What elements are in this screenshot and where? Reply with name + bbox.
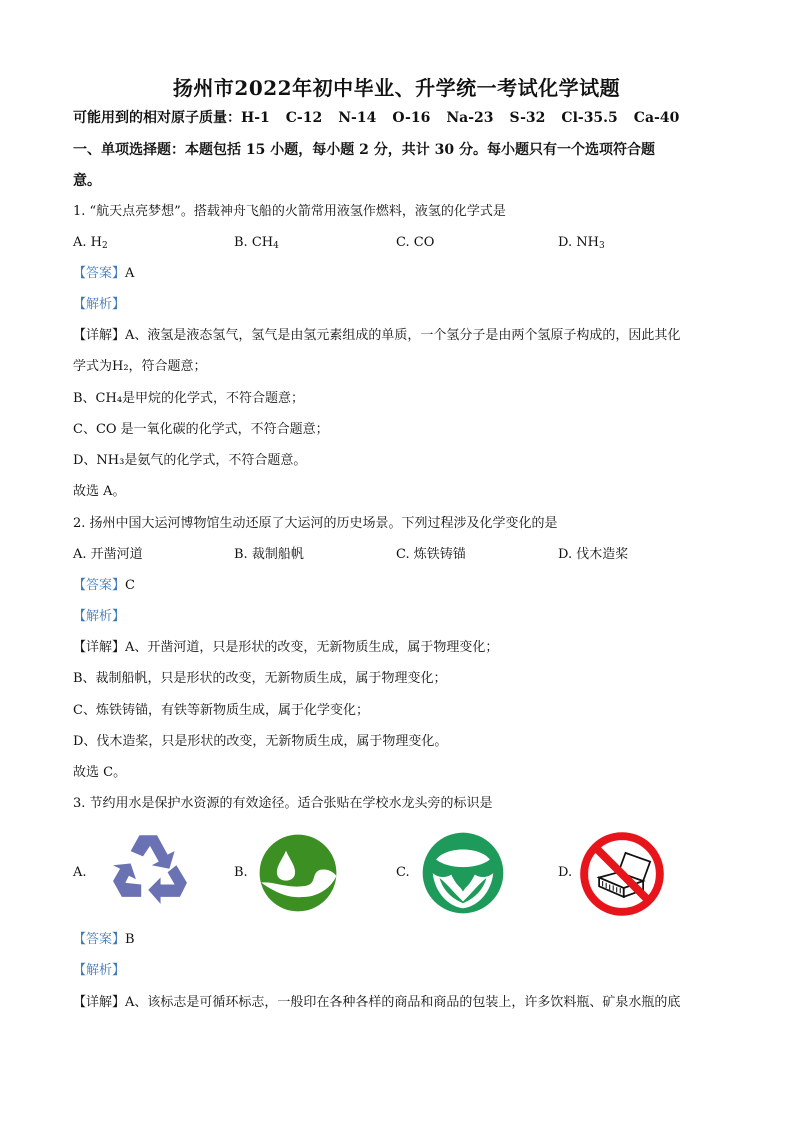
option-letter: D. [558, 547, 577, 562]
q2-answer [73, 577, 135, 595]
q2-detail-2: B、裁制船帆，只是形状的改变，无新物质生成，属于物理变化； [73, 671, 447, 686]
q1-detail-4: C、CO 是一氧化碳的化学式，不符合题意； [73, 422, 329, 437]
answer-label: 【答案】 [73, 932, 126, 947]
q2-option-a [73, 546, 143, 564]
answer-value: A [125, 266, 135, 281]
q3-detail-1 [73, 994, 680, 1012]
mass-cl: Cl-35.5 [561, 110, 618, 126]
q1-detail-2: 学式为H₂，符合题意； [73, 359, 207, 374]
q2-detail-5: 故选 C。 [73, 765, 127, 780]
q3-answer [73, 931, 135, 949]
q1-detail-1 [73, 327, 680, 345]
detail-text: A、开凿河道，只是形状的改变，无新物质生成，属于物理变化； [125, 640, 499, 655]
mass-s: S-32 [509, 110, 546, 126]
q2-option-b [234, 546, 304, 564]
q1-detail-5: D、NH₃是氨气的化学式，不符合题意。 [73, 453, 307, 468]
subscript: 4 [273, 241, 279, 251]
option-letter: D. [558, 235, 577, 250]
mass-na: Na-23 [446, 110, 494, 126]
detail-label: 【详解】 [73, 995, 126, 1010]
page-title: 扬州市2022年初中毕业、升学统一考试化学试题 [172, 76, 621, 100]
answer-value: B [125, 932, 135, 947]
option-text: CO [413, 235, 435, 250]
option-text: 炼铁铸锚 [413, 547, 466, 562]
q1-detail-3: B、CH₄是甲烷的化学式，不符合题意； [73, 391, 305, 406]
option-letter: A. [73, 547, 91, 562]
subscript: 2 [102, 241, 108, 251]
option-text: NH [576, 235, 599, 250]
answer-label: 【答案】 [73, 266, 126, 281]
mass-c: C-12 [285, 110, 323, 126]
question-1-stem: 1. “航天点亮梦想”。搭载神舟飞船的火箭常用液氢作燃料，液氢的化学式是 [73, 204, 506, 219]
option-letter: C. [396, 235, 414, 250]
q1-option-b [234, 234, 279, 252]
section-heading: 一、单项选择题：本题包括 15 小题，每小题 2 分，共计 30 分。每小题只有一个选项符合题 [73, 142, 655, 158]
subscript: 3 [598, 241, 605, 251]
option-letter: A. [73, 235, 91, 250]
green-food-icon [421, 831, 505, 919]
option-text: 伐木造桨 [576, 547, 629, 562]
option-letter: B. [234, 235, 252, 250]
q2-detail-4: D、伐木造桨，只是形状的改变，无新物质生成，属于物理变化。 [73, 734, 448, 749]
q2-option-c [396, 546, 466, 564]
mass-o: O-16 [392, 110, 431, 126]
answer-label: 【答案】 [73, 578, 126, 593]
q2-option-d [558, 546, 628, 564]
water-saving-icon [258, 833, 338, 917]
option-text: H [90, 235, 102, 250]
q1-option-d [558, 234, 605, 252]
mass-n: N-14 [338, 110, 377, 126]
detail-label: 【详解】 [73, 640, 126, 655]
q2-analysis-label: 【解析】 [73, 609, 126, 624]
detail-text: A、该标志是可循环标志，一般印在各种各样的商品和商品的包装上，许多饮料瓶、矿泉水瓶的底 [125, 995, 681, 1010]
question-3-stem: 3. 节约用水是保护水资源的有效途径。适合张贴在学校水龙头旁的标识是 [73, 796, 493, 811]
option-letter: B. [234, 547, 252, 562]
option-text: 开凿河道 [90, 547, 143, 562]
mass-ca: Ca-40 [633, 110, 680, 126]
q2-detail-1 [73, 639, 498, 657]
q1-option-c [396, 234, 434, 252]
answer-value: C [125, 578, 135, 593]
option-text: 裁制船帆 [251, 547, 304, 562]
q1-analysis-label: 【解析】 [73, 297, 126, 312]
option-letter: C. [396, 547, 414, 562]
q3-option-d-label: D. [558, 865, 573, 880]
mass-h: H-1 [241, 110, 270, 126]
q3-option-a-label: A. [73, 865, 87, 880]
recycle-icon [106, 830, 194, 922]
q3-option-b-label: B. [234, 865, 248, 880]
q1-option-a [73, 234, 108, 252]
q2-detail-3: C、炼铁铸锚，有铁等新物质生成，属于化学变化； [73, 703, 369, 718]
no-matches-icon [578, 830, 666, 922]
question-2-stem: 2. 扬州中国大运河博物馆生动还原了大运河的历史场景。下列过程涉及化学变化的是 [73, 516, 558, 531]
q3-option-c-label: C. [396, 865, 410, 880]
q1-answer [73, 265, 134, 283]
detail-label: 【详解】 [73, 328, 126, 343]
atomic-mass-label: 可能用到的相对原子质量： [73, 110, 241, 126]
q3-analysis-label: 【解析】 [73, 963, 126, 978]
atomic-mass-line [73, 109, 695, 127]
q1-detail-6: 故选 A。 [73, 484, 126, 499]
detail-text: A、液氢是液态氢气，氢气是由氢元素组成的单质，一个氢分子是由两个氢原子构成的，因此其化 [125, 328, 681, 343]
option-text: CH [251, 235, 274, 250]
section-heading-cont: 意。 [73, 173, 101, 189]
